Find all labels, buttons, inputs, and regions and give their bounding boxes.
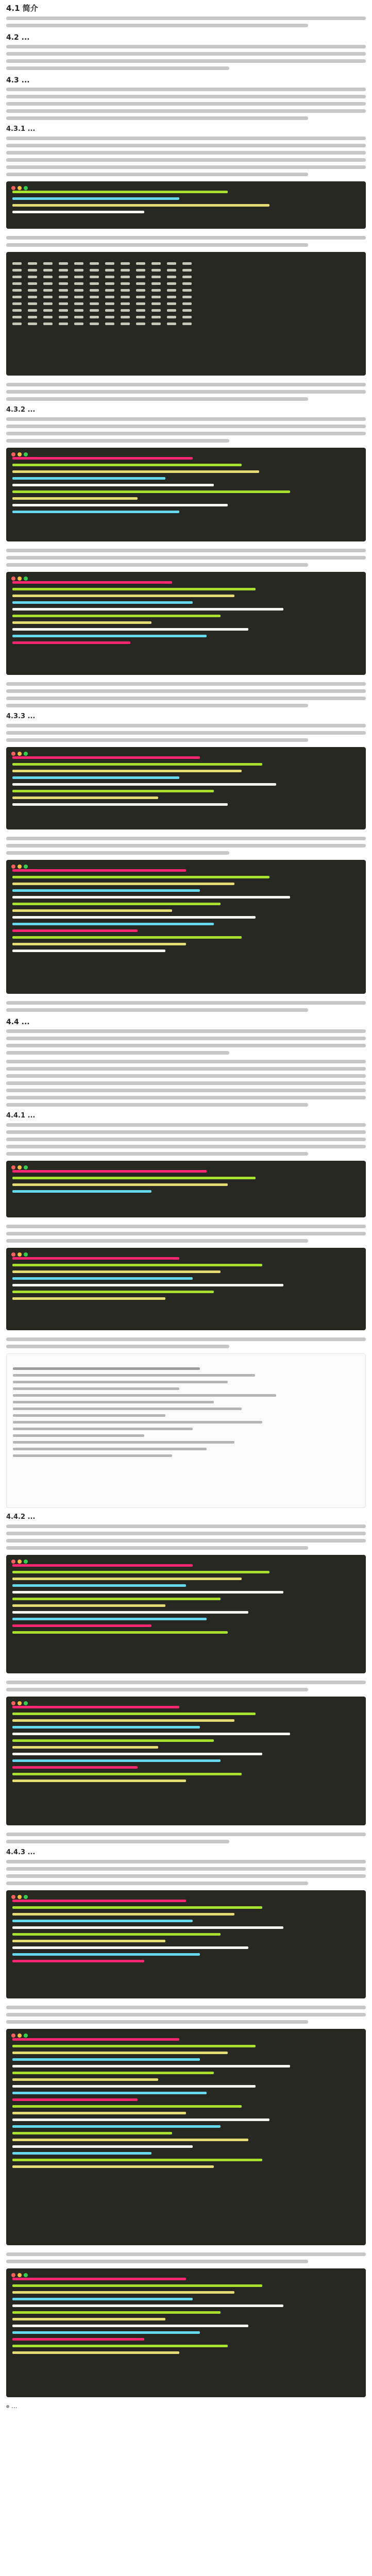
paragraph xyxy=(6,137,366,176)
table-block xyxy=(6,252,366,376)
paragraph xyxy=(6,88,366,120)
code-block xyxy=(6,2029,366,2245)
paragraph xyxy=(6,1060,366,1107)
code-block xyxy=(6,448,366,541)
heading-4-3-2: 4.3.2 ... xyxy=(6,406,36,414)
bullet-icon xyxy=(6,2405,9,2408)
paragraph xyxy=(6,45,366,70)
paragraph xyxy=(6,1860,366,1885)
footer-label: ... xyxy=(11,2402,18,2410)
paragraph xyxy=(6,2006,366,2024)
paragraph xyxy=(6,549,366,567)
paragraph xyxy=(6,1123,366,1156)
code-block xyxy=(6,1697,366,1825)
paragraph xyxy=(6,2252,366,2263)
paragraph xyxy=(6,383,366,401)
heading-4-4: 4.4 ... xyxy=(6,1018,30,1026)
code-block xyxy=(6,1248,366,1330)
code-block xyxy=(6,1161,366,1217)
paragraph xyxy=(6,682,366,707)
paragraph xyxy=(6,724,366,742)
paragraph xyxy=(6,1337,366,1348)
paragraph xyxy=(6,1681,366,1691)
paragraph xyxy=(6,837,366,855)
paragraph xyxy=(6,236,366,247)
paragraph xyxy=(6,16,366,27)
heading-4-3-1: 4.3.1 ... xyxy=(6,125,36,133)
code-block-light xyxy=(6,1353,366,1508)
code-block xyxy=(6,572,366,675)
code-block xyxy=(6,181,366,229)
heading-4-4-2: 4.4.2 ... xyxy=(6,1513,36,1521)
code-block xyxy=(6,2268,366,2397)
paragraph xyxy=(6,1225,366,1243)
paragraph xyxy=(6,1524,366,1550)
heading-4-3-3: 4.3.3 ... xyxy=(6,713,36,720)
paragraph xyxy=(6,1833,366,1843)
paragraph xyxy=(6,1001,366,1012)
heading-4-3: 4.3 ... xyxy=(6,76,30,84)
heading-4-2: 4.2 ... xyxy=(6,33,30,42)
paragraph xyxy=(6,417,366,443)
paragraph xyxy=(6,1029,366,1055)
heading-4-4-1: 4.4.1 ... xyxy=(6,1112,36,1120)
heading-4-4-3: 4.4.3 ... xyxy=(6,1849,36,1856)
section-title: 4.1 简介 xyxy=(6,4,38,13)
code-block xyxy=(6,860,366,994)
code-block xyxy=(6,1555,366,1673)
code-block xyxy=(6,1890,366,1998)
code-block xyxy=(6,747,366,829)
footer xyxy=(6,2402,366,2410)
